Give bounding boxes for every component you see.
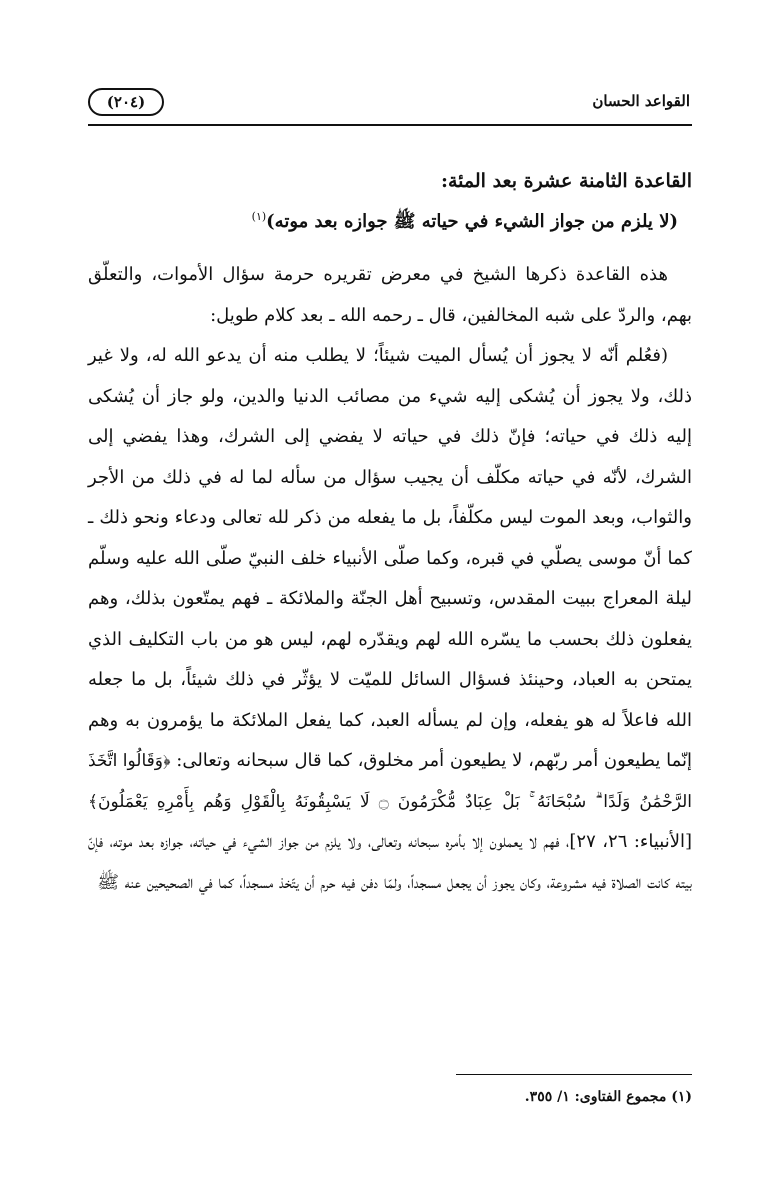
page-number: (٢٠٤)	[88, 88, 164, 116]
footnote-reference[interactable]: (١)	[251, 210, 267, 223]
rule-heading: القاعدة الثامنة عشرة بعد المئة:	[440, 170, 692, 192]
rule-statement-text: (لا يلزم من جواز الشيء في حياته ﷺ جوازه بعد موته)	[266, 211, 678, 232]
footnote: (١) مجموع الفتاوى: ١/ ٣٥٥.	[524, 1089, 692, 1105]
paragraph-text-continued: ، فهم لا يعملون إلا بأمره سبحانه وتعالى، ولا يلزم من جواز الشيء في حياته، جوازه بعد موته، فإنّ بيته كانت الصلاة فيه مشروعة، وكان يجوز أن يجعل مسجداً، ولمّا دفن فيه حرم أن يتّخذ مسجداً، كما في الصحيحين عنه ﷺ	[88, 831, 692, 893]
paragraph-quote	[88, 336, 692, 903]
page-header	[88, 86, 692, 122]
rule-statement	[88, 198, 678, 241]
paragraph: هذه القاعدة ذكرها الشيخ في معرض تقريره حرمة سؤال الأموات، والتعلّق بهم، والردّ على شبه المخالفين، قال ـ رحمه الله ـ بعد كلام طويل:	[88, 264, 692, 326]
footnote-divider	[456, 1074, 692, 1075]
page-content	[88, 164, 692, 903]
paragraph-text: (فعُلم أنّه لا يجوز أن يُسأل الميت شيئاً؛ لا يطلب منه أن يدعو الله له، ولا غير ذلك، ولا يجوز أن يُشكى إليه شيء من مصائب الدنيا والدين، ولو جاز أن يُشكى إليه ذلك في حياته؛ فإنّ ذلك في حياته لا يفضي إلى الشرك، وهذا يفضي إلى الشرك، لأنّه في حياته مكلّف أن يجيب سؤال من سأله لما له في ذلك من الأجر والثواب، وبعد الموت ليس مكلّفاً، بل ما يفعله من ذكر لله تعالى ودعاء ونحو ذلك ـ كما أنّ موسى يصلّي في قبره، وكما صلّى الأنبياء خلف النبيّ صلّى الله عليه وسلّم ليلة المعراج ببيت المقدس، وتسبيح أهل الجنّة والملائكة ـ فهم يمتّعون بذلك، وهم يفعلون ذلك بحسب ما يسّره الله لهم ويقدّره لهم، ليس هو من باب التكليف الذي يمتحن به العباد، وحينئذ فسؤال السائل للميّت لا يؤثّر في ذلك شيئاً، بل ما جعله الله فاعلاً له هو يفعله، وإن لم يسأله العبد، كما يفعل الملائكة ما يؤمرون به وهم إنّما يطيعون أمر ربّهم، لا يطيعون أمر مخلوق، كما قال سبحانه وتعالى:	[88, 345, 692, 771]
quran-reference: [الأنبياء: ٢٦، ٢٧]	[569, 831, 692, 852]
header-divider	[88, 124, 692, 126]
running-title: القواعد الحسان	[592, 92, 690, 110]
quran-verse: ﴿وَقَالُوا اتَّخَذَ الرَّحْمَٰنُ وَلَدًا ۗ سُبْحَانَهُ ۚ بَلْ عِبَادٌ مُّكْرَمُونَ ۝ لَا يَسْبِقُونَهُ بِالْقَوْلِ وَهُم بِأَمْرِهِ يَعْمَلُونَ﴾	[88, 751, 692, 812]
